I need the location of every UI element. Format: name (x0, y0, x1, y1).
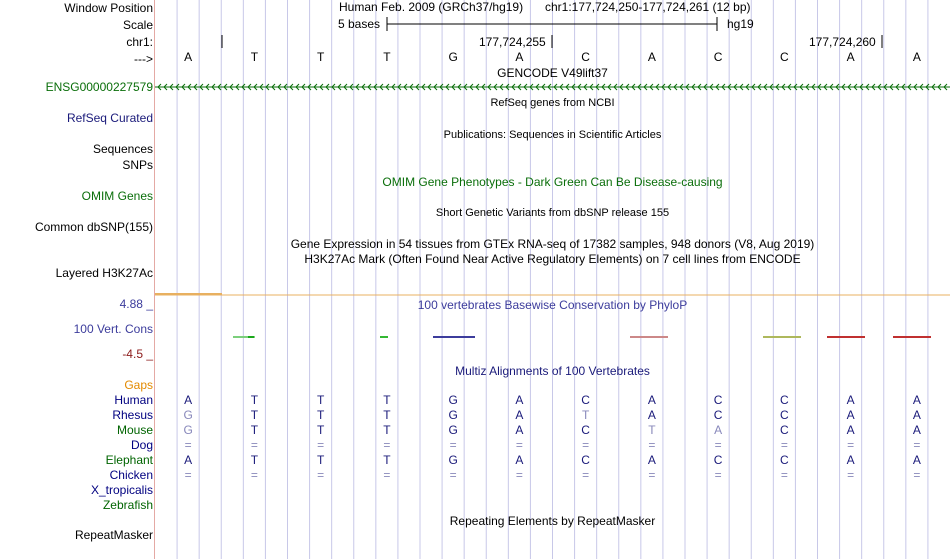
alignment-base: A (515, 453, 524, 467)
alignment-base: = (780, 468, 788, 482)
alignment-base: G (183, 408, 193, 422)
phylop-score-mark (630, 336, 668, 338)
scale-db-text: hg19 (727, 17, 754, 31)
alignment-base: = (582, 468, 590, 482)
gencode-gene-label[interactable]: ENSG00000227579 (45, 80, 153, 94)
alignment-base: C (713, 408, 723, 422)
coord-label-1: 177,724,255 (479, 35, 546, 49)
alignment-base: = (317, 468, 325, 482)
alignment-base: T (581, 408, 590, 422)
species-label-x_tropicalis[interactable]: X_tropicalis (90, 483, 153, 497)
reference-base: C (780, 50, 789, 64)
phylop-max-label: 4.88 _ (119, 297, 153, 311)
alignment-base: T (316, 423, 325, 437)
alignment-base: = (515, 468, 523, 482)
alignment-base: = (780, 438, 788, 452)
alignment-base: = (847, 438, 855, 452)
alignment-base: A (647, 393, 656, 407)
reference-base: T (383, 50, 391, 64)
alignment-base: A (912, 453, 921, 467)
reference-base: C (713, 50, 723, 64)
alignment-base: A (846, 453, 855, 467)
reference-base: T (250, 50, 259, 64)
phylop-track-title[interactable]: 100 vertebrates Basewise Conservation by PhyloP (417, 298, 688, 312)
gaps-label[interactable]: Gaps (124, 378, 153, 392)
alignment-base: C (581, 453, 590, 467)
reference-base: G (448, 50, 458, 64)
alignment-base: T (250, 393, 259, 407)
position-text: chr1:177,724,250-177,724,261 (12 bp) (545, 0, 751, 14)
alignment-base: = (913, 468, 921, 482)
alignment-base: A (184, 453, 193, 467)
alignment-base: = (847, 468, 855, 482)
scale-bases-text: 5 bases (338, 17, 381, 31)
alignment-base: C (581, 393, 590, 407)
species-label-dog[interactable]: Dog (130, 438, 153, 452)
alignment-base: G (183, 423, 193, 437)
alignment-base: T (383, 408, 391, 422)
reference-base: A (515, 50, 524, 64)
scale-label: Scale (122, 18, 153, 32)
alignment-base: = (913, 438, 921, 452)
alignment-base: T (250, 423, 259, 437)
browser-image-area[interactable] (155, 0, 950, 559)
sequences-label[interactable]: Sequences (92, 142, 153, 156)
alignment-base: A (515, 408, 524, 422)
species-label-elephant[interactable]: Elephant (105, 453, 153, 467)
track-graphics (155, 0, 950, 559)
phylop-score-mark (248, 336, 254, 338)
multiz-track-title[interactable]: Multiz Alignments of 100 Vertebrates (455, 364, 650, 378)
snps-label[interactable]: SNPs (122, 158, 153, 172)
alignment-base: T (250, 453, 259, 467)
species-label-zebrafish[interactable]: Zebrafish (102, 498, 153, 512)
alignment-base: A (912, 408, 921, 422)
alignment-base: = (714, 468, 722, 482)
dbsnp-track-title[interactable]: Short Genetic Variants from dbSNP release 155 (435, 207, 670, 219)
vert-cons-label[interactable]: 100 Vert. Cons (73, 322, 153, 336)
phylop-score-mark (433, 336, 475, 338)
species-label-chicken[interactable]: Chicken (109, 468, 153, 482)
alignment-base: A (647, 408, 656, 422)
alignment-base: A (515, 423, 524, 437)
refseq-track-title[interactable]: RefSeq genes from NCBI (490, 97, 615, 109)
publications-track-title[interactable]: Publications: Sequences in Scientific Articles (443, 129, 662, 141)
omim-genes-label[interactable]: OMIM Genes (81, 189, 153, 203)
reference-base: A (647, 50, 656, 64)
alignment-base: = (515, 438, 523, 452)
alignment-base: = (184, 438, 192, 452)
reference-base: A (184, 50, 193, 64)
alignment-base: = (250, 468, 258, 482)
alignment-base: A (714, 423, 723, 437)
gencode-track-title[interactable]: GENCODE V49lift37 (497, 66, 608, 80)
alignment-base: C (581, 423, 590, 437)
alignment-base: = (582, 438, 590, 452)
species-label-rhesus[interactable]: Rhesus (112, 408, 153, 422)
alignment-base: C (713, 393, 723, 407)
omim-track-title[interactable]: OMIM Gene Phenotypes - Dark Green Can Be Disease-causing (382, 175, 723, 189)
alignment-base: = (383, 438, 391, 452)
reference-base: A (846, 50, 855, 64)
alignment-base: A (846, 393, 855, 407)
alignment-base: G (448, 408, 458, 422)
alignment-base: = (449, 438, 457, 452)
alignment-base: A (647, 453, 656, 467)
alignment-base: A (515, 393, 524, 407)
alignment-base: T (383, 453, 391, 467)
window-position-label: Window Position (64, 1, 153, 15)
gtex-track-title[interactable]: Gene Expression in 54 tissues from GTEx RNA-seq of 17382 samples, 948 donors (V8, Aug 2019) (290, 237, 815, 251)
alignment-base: A (912, 393, 921, 407)
alignment-base: A (912, 423, 921, 437)
repeatmasker-label[interactable]: RepeatMasker (74, 528, 153, 542)
species-label-human[interactable]: Human (114, 393, 153, 407)
alignment-base: = (449, 468, 457, 482)
alignment-base: C (780, 423, 789, 437)
alignment-base: T (648, 423, 656, 437)
alignment-base: G (448, 393, 458, 407)
phylop-score-mark (827, 336, 865, 338)
alignment-base: C (780, 453, 789, 467)
assembly-text: Human Feb. 2009 (GRCh37/hg19) (339, 0, 524, 14)
alignment-base: T (250, 408, 259, 422)
alignment-base: A (846, 423, 855, 437)
alignment-base: A (846, 408, 855, 422)
phylop-score-mark (893, 336, 931, 338)
refseq-curated-label[interactable]: RefSeq Curated (66, 111, 153, 125)
alignment-base: = (648, 468, 656, 482)
reference-base: A (912, 50, 921, 64)
alignment-base: T (316, 393, 325, 407)
alignment-base: C (780, 408, 789, 422)
alignment-base: = (250, 438, 258, 452)
layered-h3k27ac-label[interactable]: Layered H3K27Ac (55, 266, 153, 280)
alignment-base: C (713, 453, 723, 467)
phylop-score-mark (380, 336, 388, 338)
chr-label: chr1: (126, 35, 153, 49)
alignment-base: T (383, 393, 391, 407)
alignment-base: = (317, 438, 325, 452)
alignment-base: C (780, 393, 789, 407)
alignment-base: T (316, 453, 325, 467)
alignment-base: G (448, 423, 458, 437)
species-label-mouse[interactable]: Mouse (116, 423, 153, 437)
reference-base: C (581, 50, 590, 64)
strand-arrow-label[interactable]: ---> (134, 52, 153, 66)
alignment-base: = (184, 468, 192, 482)
alignment-base: A (184, 393, 193, 407)
alignment-base: T (383, 423, 391, 437)
reference-base: T (316, 50, 325, 64)
alignment-base: G (448, 453, 458, 467)
repeatmasker-track-title[interactable]: Repeating Elements by RepeatMasker (449, 514, 656, 528)
phylop-score-mark (763, 336, 801, 338)
alignment-base: T (316, 408, 325, 422)
alignment-base: = (383, 468, 391, 482)
alignment-base: = (648, 438, 656, 452)
common-dbsnp-label[interactable]: Common dbSNP(155) (34, 220, 153, 234)
alignment-base: = (714, 438, 722, 452)
h3k27ac-track-title[interactable]: H3K27Ac Mark (Often Found Near Active Regulatory Elements) on 7 cell lines from ENCODE (304, 252, 801, 266)
coord-label-2: 177,724,260 (809, 35, 876, 49)
phylop-min-label: -4.5 _ (122, 347, 153, 361)
